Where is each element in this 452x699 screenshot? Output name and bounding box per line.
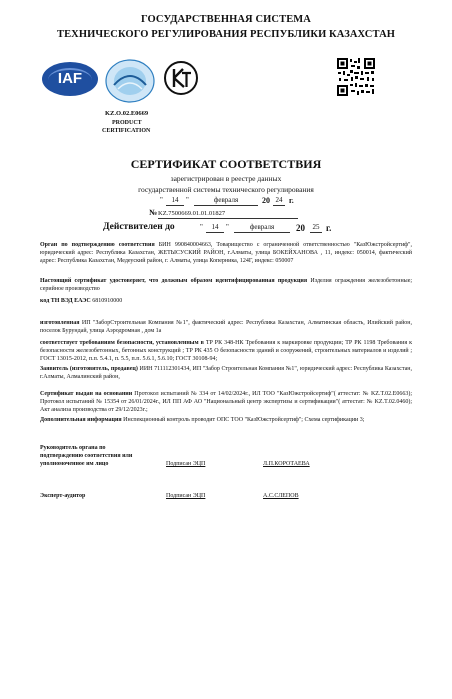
expert-label: Эксперт-аудитор (40, 493, 86, 499)
registration-year-prefix: 20 (262, 196, 270, 205)
head-title-line-2: подтверждению соответствия или (40, 453, 133, 459)
additional-info-label: Дополнительная информация (40, 417, 122, 423)
accreditation-code: KZ.O.02.E0669 (105, 110, 149, 117)
applicant-label: Заявитель (изготовитель, продавец) (40, 366, 138, 372)
registration-year-suffix: 24 (273, 196, 285, 206)
head-name: Л.П.КОРОТАЕВА (263, 461, 310, 467)
kt-certification-mark-icon (163, 60, 199, 96)
tnved-code: 6810910000 (92, 298, 123, 304)
additional-info-text: Инспекционный контроль проводит ОПС ТОО "КазЮжстройсертиф"; Схема сертификации 3; (123, 417, 365, 423)
expert-signature: Подписан ЭЦП (166, 493, 206, 499)
applicant-section (40, 365, 412, 381)
valid-until-date (200, 223, 360, 234)
organ-text: БИН 990840004663, Товарищество с ограниченной ответственностью "КазЮжстройсертиф", юридический адрес: Республика Казахстан, ЖЕТЫСУСКИЙ РАЙОН, г.Алматы, улица БОКЕЙХАНОВА , 11, индекс: 050014, фактический адрес: Республика Казахстан, Медеуский район, г. Алматы, улица Коперника, 124Г, индекс: 050007 (40, 242, 413, 264)
manufacturer-label: изготовленная (40, 320, 80, 326)
iaf-swoosh-icon (48, 68, 92, 92)
head-signature: Подписан ЭЦП (166, 461, 206, 467)
iaf-logo (42, 62, 98, 96)
quote-open: " (160, 196, 163, 204)
valid-year-prefix: 20 (296, 223, 305, 233)
manufacturer-text: ИП "ЗаборСтроительная Компания №1", фактический адрес: Республика Казахстан, Алматинская область, Илийский район, поселок Бурундай, улица Аэродромная , дом 1а (40, 320, 413, 334)
certificate-number: KZ.7500669.01.01.01827 (158, 209, 298, 219)
valid-until-label: Действителен до (103, 222, 175, 232)
head-title-line-1: Руководитель органа по (40, 445, 106, 451)
accreditation-globe-logo (104, 57, 156, 105)
valid-year-unit: г. (326, 223, 332, 233)
requirements-section (40, 339, 412, 363)
tnved-section (40, 297, 412, 305)
header-line-1: ГОСУДАРСТВЕННАЯ СИСТЕМА (140, 14, 311, 25)
registration-month: февраля (194, 196, 258, 206)
valid-year-suffix: 25 (310, 223, 322, 233)
tnved-label: код ТН ВЭД ЕАЭС (40, 298, 91, 304)
qr-code-icon (336, 57, 376, 97)
applicant-text: ИИН 711112301434, ИП "Забор Строительная Компания №1", юридический адрес: Республика Казахстан, г.Алматы, Алмалинский район, (40, 366, 413, 380)
basis-section (40, 390, 412, 414)
certificate-title: СЕРТИФИКАТ СООТВЕТСТВИЯ (130, 157, 322, 171)
quote-open: " (200, 223, 203, 231)
manufacturer-section (40, 319, 412, 335)
product-description: Изделия ограждения железобетонные; серийное производство (40, 278, 413, 292)
valid-month: февраля (234, 223, 290, 233)
number-sign: № (149, 208, 158, 217)
iaf-logo-text: IAF (57, 70, 83, 87)
head-title-line-3: уполномоченное им лицо (40, 461, 109, 467)
basis-text: Протокол испытаний № 334 от 14/02/2024г., ИЛ ТОО "КазЮжстройсертиф"( аттестат: № KZ.T.02.E0663); Протокол испытаний № 15354 от 26/01/2024г., ИЛ ПП АФ АО "Национальный центр экспертизы и сертификации"( аттестат: № KZ.T.02.0460); Акт анализа производства от 29/12/2023г.; (40, 391, 412, 413)
product-cert-line-2: CERTIFICATION (102, 128, 151, 134)
quote-close: " (226, 223, 229, 231)
registry-system: государственной системы технического регулирования (138, 185, 314, 194)
additional-info-section (40, 416, 412, 424)
expert-name: А.С.СЛЕПОВ (263, 493, 299, 499)
requirements-label: соответствует требованиям безопасности, установленным в (40, 340, 204, 346)
product-section (40, 277, 412, 293)
header-line-2: ТЕХНИЧЕСКОГО РЕГУЛИРОВАНИЯ РЕСПУБЛИКИ КАЗАХСТАН (56, 29, 396, 40)
basis-label: Сертификат выдан на основании (40, 391, 133, 397)
quote-close: " (186, 196, 189, 204)
head-title (40, 444, 160, 468)
valid-day: 14 (206, 223, 224, 233)
registration-day: 14 (166, 196, 184, 206)
registration-year-unit: г. (289, 196, 294, 205)
certification-body-section (40, 241, 412, 265)
certificate-statement-label: Настоящий сертификат удостоверяет, что должным образом идентифицированная продукция (40, 278, 308, 284)
product-cert-line-1: PRODUCT (112, 120, 142, 126)
registry-note: зарегистрирован в реестре данных (170, 174, 282, 183)
registration-date (160, 196, 320, 207)
requirements-text: ТР РК 348-НК Требования к маркировке продукции; ТР РК 1198 Требования к безопасности железобетонных, бетонных конструкций ; ТР РК 435 О безопасности зданий и сооружений, строительных материалов и изделий ; ГОСТ 13015-2012, п.п. 5.4.1, п. 5.5, п.п. 5.6.1, 5.6.10; ГОСТ 30108-94; (40, 340, 412, 362)
organ-label: Орган по подтверждению соответствия (40, 242, 155, 248)
